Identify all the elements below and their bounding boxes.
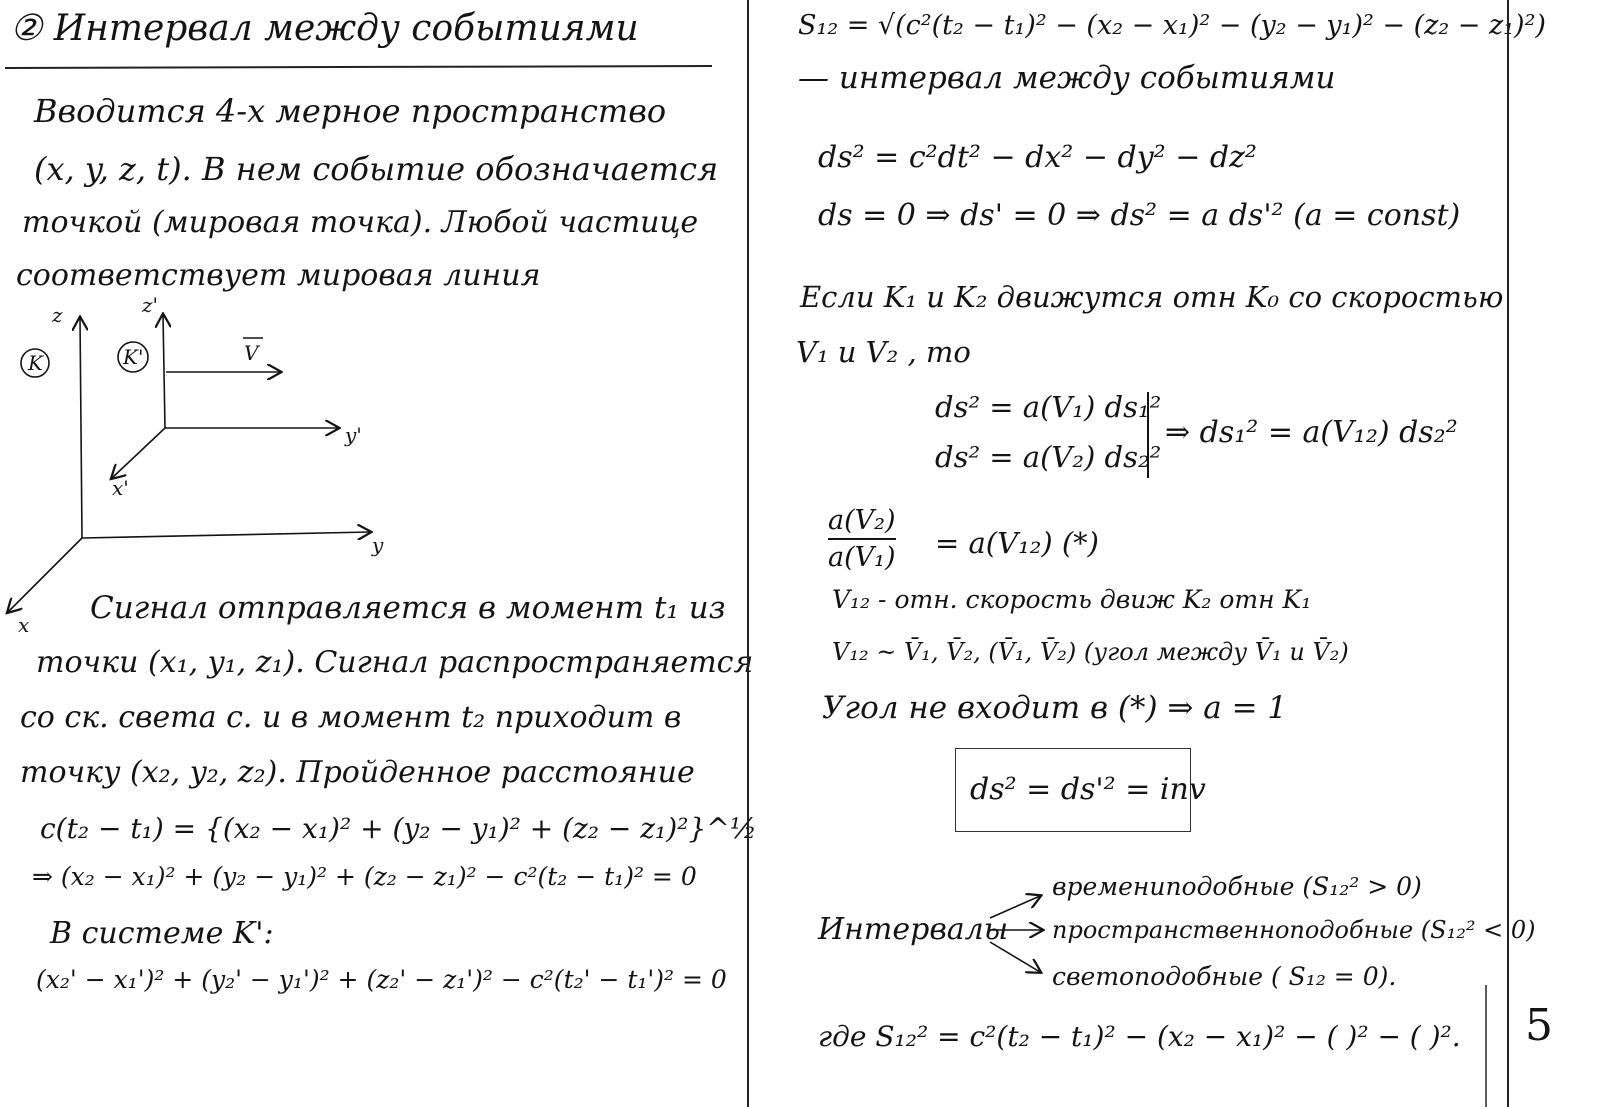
axis-z-prime [163,315,165,428]
system-result: ⇒ ds₁² = a(V₁₂) ds₂² [1165,415,1458,450]
axis-z [80,318,82,538]
primed-zero-equation: (x₂' − x₁')² + (y₂' − y₁')² + (z₂' − z₁')² − c²(t₂' − t₁')² = 0 [36,965,727,994]
signal-line-1: Сигнал отправляется в момент t₁ из [90,590,726,626]
coordinate-diagram [8,315,370,612]
distance-equation: c(t₂ − t₁) = {(x₂ − x₁)² + (y₂ − y₁)² + (z₂ − z₁)²}^½ [40,812,757,845]
system-k-prime-label: В системе K': [50,916,274,951]
velocity-label: V [244,341,259,365]
v12-definition: V₁₂ - отн. скорость движ K₂ отн K₁ [832,585,1312,614]
ratio-denominator: a(V₁) [828,542,896,573]
moving-frames-line-2: V₁ и V₂ , то [796,335,971,369]
intro-line-2: (x, y, z, t). В нем событие обозначается [34,150,719,188]
interval-s12-equation: S₁₂ = √(c²(t₂ − t₁)² − (x₂ − x₁)² − (y₂ − y₁)² − (z₂ − z₁)²) [798,10,1546,41]
ds-zero-equation: ds = 0 ⇒ ds' = 0 ⇒ ds² = a ds'² (a = const) [818,198,1461,233]
zero-interval-equation: ⇒ (x₂ − x₁)² + (y₂ − y₁)² + (z₂ − z₁)² − c²(t₂ − t₁)² = 0 [32,862,697,891]
ratio-numerator: a(V₂) [828,505,896,536]
axis-x-label: x [18,613,30,637]
frame-k-label: K [28,351,43,375]
signal-line-4: точку (x₂, y₂, z₂). Пройденное расстояние [20,755,695,790]
frame-k-prime-circle [118,342,148,372]
axis-x-prime [112,428,165,478]
page-number: 5 [1525,1000,1553,1051]
axis-y-label: y [372,533,384,557]
axis-x [8,538,82,612]
interval-type-timelike: времениподобные (S₁₂² > 0) [1052,872,1422,901]
ratio-rhs: = a(V₁₂) (*) [935,526,1099,560]
ds-equation: ds² = c²dt² − dx² − dy² − dz² [818,140,1257,175]
angle-note: Угол не входит в (*) ⇒ a = 1 [822,690,1288,726]
frame-k-prime-label: K' [123,345,144,369]
signal-line-2: точки (x₁, y₁, z₁). Сигнал распространяется [36,645,754,680]
where-equation: где S₁₂² = c²(t₂ − t₁)² − (x₂ − x₁)² − ( )² − ( )². [818,1020,1461,1053]
ratio-fraction [828,505,896,573]
intro-line-1: Вводится 4-х мерное пространство [34,92,667,130]
fraction-bar [828,538,896,540]
interval-caption: — интервал между событиями [798,60,1336,96]
axis-z-prime-label: z' [142,293,159,317]
intro-line-3: точкой (мировая точка). Любой частице [22,205,699,240]
axis-y-prime-label: y' [345,423,362,447]
intervals-label: Интервалы [818,912,1009,947]
system-line-1: ds² = a(V₁) ds₁² [935,390,1162,424]
interval-type-lightlike: светоподобные ( S₁₂ = 0). [1052,962,1397,991]
page-title: ② Интервал между событиями [10,8,639,49]
axis-z-label: z [52,303,63,327]
axis-x-prime-label: x' [112,476,129,500]
axis-y [82,532,370,538]
invariant-box: ds² = ds'² = inv [955,748,1191,832]
frame-k-circle [21,349,49,377]
title-underline [5,66,712,68]
intro-line-4: соответствует мировая линия [16,258,541,293]
moving-frames-line-1: Если K₁ и K₂ движутся отн K₀ со скоростью [800,280,1504,314]
v12-dependence: V₁₂ ~ V̄₁, V̄₂, (V̄₁, V̄₂) (угол между V̄₁ и V̄₂) [832,638,1349,666]
signal-line-3: со ск. света c. и в момент t₂ приходит в [20,700,682,735]
system-line-2: ds² = a(V₂) ds₂² [935,440,1162,474]
interval-type-spacelike: пространственноподобные (S₁₂² < 0) [1052,916,1536,944]
